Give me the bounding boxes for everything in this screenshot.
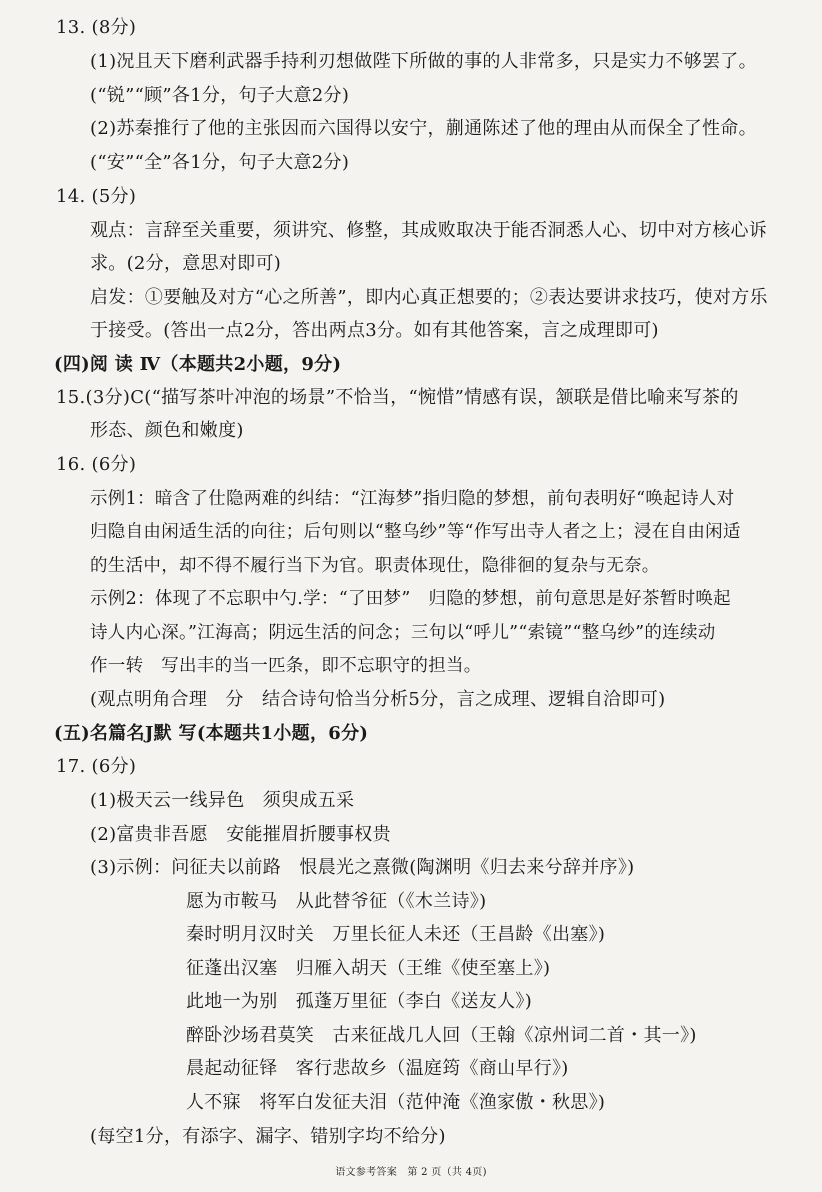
q16-example-2-line-3: 作一转 写出丰的当一匹条，即不忘职守的担当。	[90, 656, 482, 676]
q17-answer-2: (2)富贵非吾愿 安能摧眉折腰事权贵	[90, 824, 391, 845]
q14-insight-line-1: 启发：①要触及对方“心之所善”，即内心真正想要的；②表达要讲求技巧，使对方乐	[90, 287, 768, 308]
question-13-heading: 13. (8分)	[56, 17, 137, 38]
page-footer: 语文参考答案 第 2 页（共 4页)	[335, 1167, 487, 1178]
q17-answer-1: (1)极天云一线异色 须臾成五采	[90, 790, 355, 811]
q17-example-liangzhouci: 醉卧沙场君莫笑 古来征战几人回（王翰《凉州词二首・其一》)	[186, 1025, 697, 1046]
q16-example-1-line-2: 归隐自由闲适生活的向往；后句则以“整乌纱”等“作写出寺人者之上；浸在自由闲适	[90, 522, 741, 542]
q17-example-chusai: 秦时明月汉时关 万里长征人未还（王昌龄《出塞》)	[186, 924, 606, 945]
q16-example-2-line-1: 示例2：体现了不忘职中勺.学：“了田梦” 归隐的梦想，前句意思是好茶暂时唤起	[90, 589, 731, 609]
q17-example-shizhisaishang: 征蓬出汉塞 归雁入胡天（王维《使至塞上》)	[186, 958, 551, 979]
q17-example-mulan: 愿为市鞍马 从此替爷征（《木兰诗》)	[186, 891, 487, 912]
q17-example-songyouren: 此地一为别 孤蓬万里征（李白《送友人》)	[186, 991, 533, 1012]
question-16-heading: 16. (6分)	[56, 454, 137, 475]
question-14-heading: 14. (5分)	[56, 186, 137, 207]
q14-insight-line-2: 于接受。(答出一点2分，答出两点3分。如有其他答案，言之成理即可)	[90, 320, 659, 341]
q17-scoring: (每空1分，有添字、漏字、错别字均不给分)	[90, 1126, 446, 1147]
q13-scoring-2: (“安”“全”各1分，句子大意2分)	[90, 152, 350, 173]
q17-answer-3-intro: (3)示例：问征夫以前路 恨晨光之熹微(陶渊明《归去来兮辞并序》)	[90, 857, 635, 878]
q14-viewpoint-line-2: 求。(2分，意思对即可)	[90, 253, 282, 274]
q17-example-shangshanzaoxing: 晨起动征铎 客行悲故乡（温庭筠《商山早行》)	[186, 1058, 569, 1079]
q15-answer-line-2: 形态、颜色和嫩度)	[90, 420, 244, 441]
section-5-heading: (五)名篇名J默 写(本题共1小题，6分)	[54, 723, 369, 744]
question-17-heading: 17. (6分)	[56, 756, 137, 777]
section-4-heading: (四)阅 读 Ⅳ（本题共2小题，9分)	[54, 354, 342, 375]
q13-answer-1: (1)况且天下磨利武器手持利刃想做陛下所做的事的人非常多，只是实力不够罢了。	[90, 51, 757, 72]
q17-example-yujiaao: 人不寐 将军白发征夫泪（范仲淹《渔家傲・秋思》)	[186, 1092, 606, 1113]
q13-scoring-1: (“锐”“顾”各1分，句子大意2分)	[90, 85, 350, 106]
q16-scoring: (观点明角合理 分 结合诗句恰当分析5分，言之成理、逻辑自洽即可)	[90, 689, 666, 710]
q15-answer-line-1: 15.(3分)C(“描写茶叶冲泡的场景”不恰当，“惋惜”情感有误，颔联是借比喻来写茶的	[56, 387, 739, 408]
q14-viewpoint-line-1: 观点：言辞至关重要，须讲究、修整，其成败取决于能否洞悉人心、切中对方核心诉	[90, 220, 768, 241]
q16-example-1-line-1: 示例1：暗含了仕隐两难的纠结：“江海梦”指归隐的梦想，前句表明好“唤起诗人对	[90, 489, 735, 509]
q16-example-1-line-3: 的生活中，却不得不履行当下为官。职责体现仕，隐徘徊的复杂与无奈。	[90, 556, 660, 576]
q16-example-2-line-2: 诗人内心深。”江海高；阴远生活的问念；三句以“呼儿”“索镜”“整乌纱”的连续动	[90, 623, 716, 643]
q13-answer-2: (2)苏秦推行了他的主张因而六国得以安宁，蒯通陈述了他的理由从而保全了性命。	[90, 118, 757, 139]
